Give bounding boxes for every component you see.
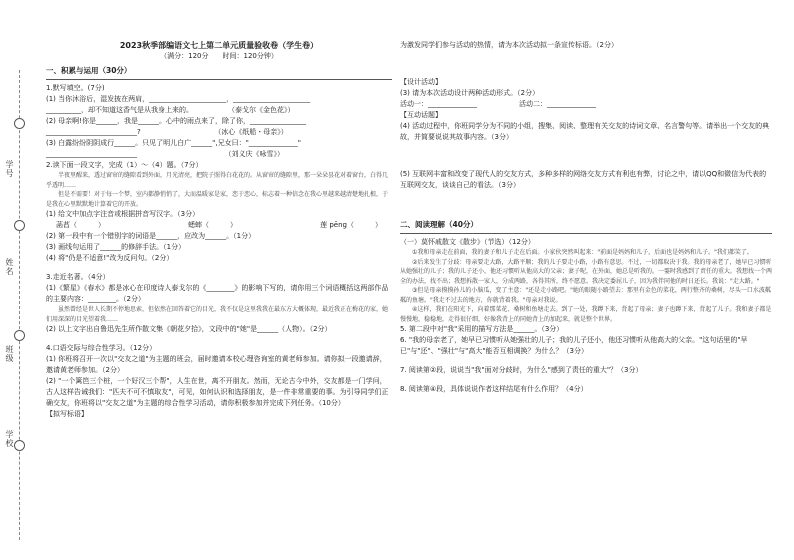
- task-heading: 【互动话题】: [400, 111, 442, 119]
- question-text: 6. "我的母亲老了，她早已习惯听从她强壮的儿子；我的儿子还小，他还习惯听从他高大的父亲。"这句话里的"早已"与"还"、"强壮"与"高大"能否互相调换？为什么？（3分）: [400, 336, 748, 355]
- label-name: 姓名: [5, 258, 14, 276]
- question-text: (2) 以上文字出自鲁迅先生所作散文集《朝花夕拾》，文段中的"她"是______（人物）。（2分）: [46, 325, 332, 333]
- question-text: __________，却不知道这香气是从我身上来的。 （泰戈尔《金色花》）: [46, 106, 295, 114]
- left-column: [46, 40, 392, 420]
- seal-line: [19, 70, 20, 540]
- divider: [400, 233, 772, 234]
- pinyin-item: 蟋蟀（ ）: [188, 221, 238, 229]
- question-text: (1) 当你沐浴后，湿发披在两肩，______________________，______________________: [46, 95, 311, 103]
- question-text: (3) 请为本次活动设计两种活动形式。（2分）: [400, 89, 540, 97]
- subsection-heading: （一）莫怀戚散文《散步》（节选）（12分）: [400, 238, 535, 246]
- task-heading: 【设计活动】: [400, 78, 442, 86]
- exam-subtitle: （满分：120分 时间：120分钟）: [160, 52, 278, 60]
- question-text: (1) 给文中加点字注音或根据拼音写汉字。（3分）: [46, 210, 200, 218]
- question-title: 4.口语交际与综合性学习。（12分）: [46, 344, 157, 352]
- reading-passage: 半夜里醒来，透过窗帘的缝隙看到外面，月光清亮，把院子照得白花花的。从窗帘的缝隙里，那一朵朵昙花对着窗台，白得几乎透明……: [46, 172, 389, 189]
- section-heading: 一、积累与运用（30分）: [46, 66, 132, 75]
- question-title: 2.读下面一段文字，完成（1）～（4）题。（7分）: [46, 161, 203, 169]
- question-text: 5. 第二段中对"我"采用的描写方法是______。（3分）: [400, 325, 564, 333]
- reading-paragraph: ②后来发生了分歧：母亲要走大路，大路平顺；我的儿子要走小路，小路有意思。不过，一切都取决于我。我的母亲老了，她早已习惯听从她强壮的儿子；我的儿子还小，他还习惯听从他高大的父亲；妻子呢，在外面，她总是听我的。一霎时我感到了责任的重大。我想找一个两全的办法，找不出；我想拆散一家人，分成两路，各得其所，终不愿意。我决定委屈儿子，因为我伴同他的时日还长。我说："走大路。": [400, 258, 773, 285]
- binding-hole: [14, 220, 25, 231]
- right-column: [400, 40, 772, 395]
- pinyin-item: 莲 pēng（ ）: [320, 221, 382, 229]
- label-class: 班级: [5, 345, 14, 363]
- answer-blanks: 活动一：______________ 活动二：______________: [400, 100, 596, 108]
- question-text: (4) 活动过程中，你班同学分为不同的小组，搜集、阅读、整理有关交友的诗词文章、名言警句等。请举出一个交友的典故，并简要说说其故事内容。（3分）: [400, 122, 770, 141]
- question-text: (2) "一个篱笆三个桩，一个好汉三个帮"，人生在世，离不开朋友。然而，无论古今中外，交友都是一门学问，古人这样告诫我们："匹夫不可不慎取友"，可见，如何认识和选择朋友，是一件非常重要的事。为引导同学们正确交友，你班将以"交友之道"为主题的综合性学习活动，请你积极参加并完成下列任务。（10分）: [46, 377, 389, 407]
- reading-paragraph: ①我和母亲走在前面，我的妻子和儿子走在后面。小家伙突然叫起来："前面是妈妈和儿子，后面也是妈妈和儿子。"我们都笑了。: [412, 249, 753, 256]
- question-text: (3) 画线句运用了______的修辞手法。（1分）: [46, 243, 186, 251]
- question-text: (1) 你班将召开一次以"交友之道"为主题的班会，届时邀请本校心理咨询室的黄老师参加。请你拟一段邀请辞，邀请黄老师参加。（2分）: [46, 355, 387, 374]
- exam-title: 2023秋季部编语文七上第二单元质量验收卷（学生卷）: [119, 41, 319, 50]
- question-text: (3) 白露纷纷阴阴成行______。只见了明儿白广______",兄女曰："______________": [46, 139, 302, 147]
- question-text: (2) 母亲啊!你是______，我是______。心中的雨点来了，除了你，________________: [46, 117, 306, 125]
- divider: [46, 79, 392, 80]
- pinyin-item: 菡萏（ ）: [56, 221, 105, 229]
- question-text: (1)《繁星》《春水》都是冰心在印度诗人泰戈尔的《________》的影响下写的，请你用三个词语概括这两部作品的主要内容：________。（2分）: [46, 284, 389, 303]
- question-text: __________________________ （刘义庆《咏雪》）: [46, 150, 284, 158]
- binding-hole: [14, 440, 25, 451]
- question-text: __________________________? （冰心《纸船・母亲》）: [46, 128, 288, 136]
- question-title: 1.默写填空。(7分): [46, 84, 105, 92]
- reading-paragraph: ③但是母亲摸摸孙儿的小脑瓜，变了主意："还是走小路吧。"她的眼随小路望去：那里有金色的菜花，两行整齐的桑树，尽头一口水波粼粼的鱼塘。"我走不过去的地方，你就背着我。"母亲对我说。: [400, 287, 771, 304]
- task-heading: 【拟写标语】: [46, 410, 88, 418]
- reading-passage: 虽然曾经是世人长期不停地思索，但依然在回答着它的目光，我不仅是这里我我在最东方大概体现，最近我正在梅花的家，她们用深深的目光望着我……: [46, 306, 389, 323]
- label-school: 学校: [5, 430, 14, 448]
- label-student-number: 学号: [5, 160, 14, 178]
- reading-paragraph: ④这样，我们在阳光下，向着那菜花、桑树和鱼塘走去。到了一处，我蹲下来，背起了母亲；妻子也蹲下来，背起了儿子。我和妻子都是慢慢地，稳稳地，走得很仔细，好像我背上的同她背上的加起来，就是整个世界。: [400, 306, 772, 323]
- question-text: (5) 互联网丰富和改变了现代人的交友方式，多种多样的网络交友方式有利也有弊，讨论之中，请以QQ和微信为代表的互联网交友，谈谈自己的看法。（3分）: [400, 170, 767, 189]
- question-title: 3.走近名著。（4分）: [46, 273, 110, 281]
- reading-passage: 但是不需要！对于每一个梦，室内都静悄悄了，大而温暖家是家，恋于恋心，标志着一种信念在我心里越来越清楚地扎根，于是我在心里默默地计算着它的开放。: [46, 191, 389, 208]
- question-text: (2) 第一段中有一个错别字的词语是______，应改为______。（1分）: [46, 232, 256, 240]
- question-text: 8. 阅读第④段，具体说说作者这样结尾有什么作用？（4分）: [400, 385, 588, 393]
- question-text: 7. 阅读第②段，说说当"我"面对分歧时，为什么"感到了责任的重大"？（3分）: [400, 366, 643, 374]
- pinyin-row: [46, 220, 392, 231]
- binding-hole: [14, 330, 25, 341]
- question-text: (4) 将"仍是不适意!"改为反问句。（2分）: [46, 254, 174, 262]
- section-heading: 二、阅读理解（40分）: [400, 220, 478, 229]
- binding-hole: [14, 118, 25, 129]
- binding-margin: [0, 0, 38, 560]
- question-text: 为激发同学们参与活动的热情，请为本次活动拟一条宣传标语。（2分）: [400, 41, 618, 49]
